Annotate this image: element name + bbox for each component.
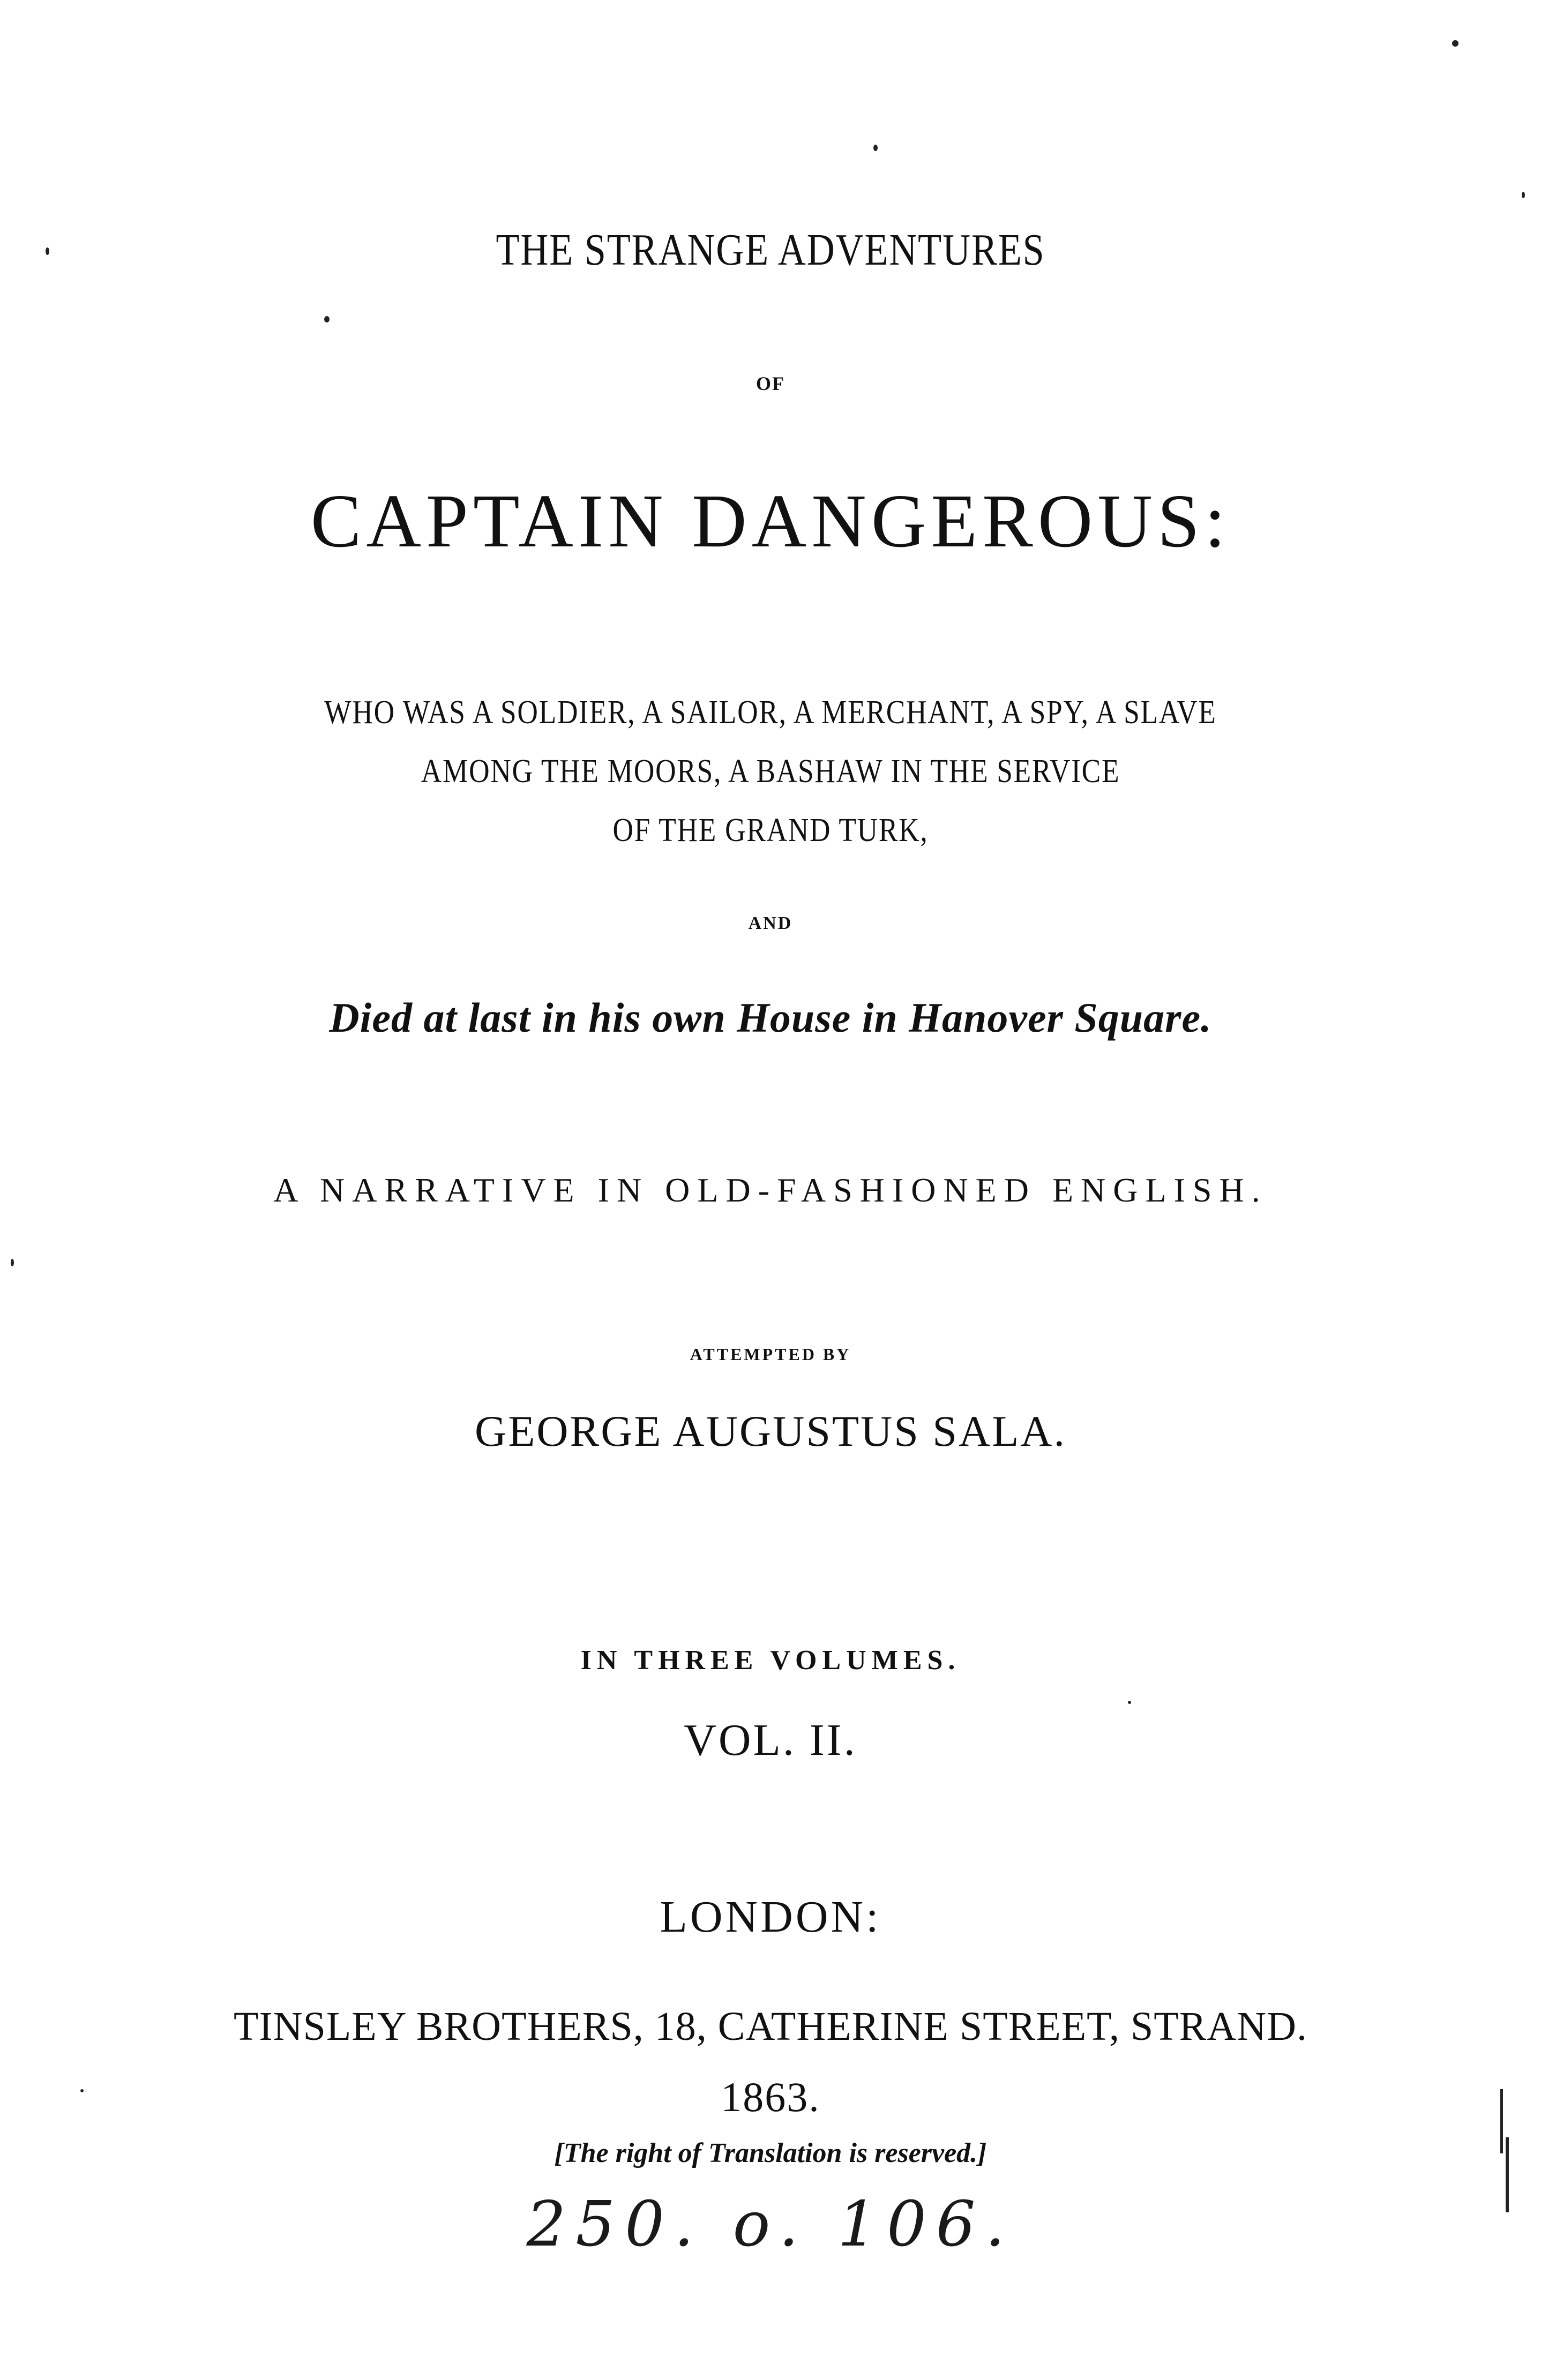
scan-speck (1128, 1701, 1131, 1704)
scan-speck (1522, 192, 1525, 198)
scan-speck (11, 1259, 14, 1266)
subtitle-and: AND (748, 913, 793, 933)
scan-speck (80, 2089, 84, 2092)
imprint-publisher: TINSLEY BROTHERS, 18, CATHERINE STREET, STRAND. (234, 2004, 1307, 2049)
attempted-by: ATTEMPTED BY (690, 1345, 851, 1364)
blackletter-line: Died at last in his own House in Hanover Square. (329, 994, 1212, 1041)
author-name: GEORGE AUGUSTUS SALA. (474, 1407, 1066, 1455)
title-line-of: OF (756, 373, 785, 394)
scan-speck (1452, 40, 1458, 47)
scan-speck (873, 145, 878, 151)
imprint-year: 1863. (721, 2074, 820, 2120)
volume-number: VOL. II. (684, 1715, 857, 1765)
scan-edge-mark (1500, 2089, 1503, 2153)
scan-speck (46, 247, 49, 255)
scan-speck (324, 316, 330, 322)
subtitle-line-2: AMONG THE MOORS, A BASHAW IN THE SERVICE (421, 753, 1120, 790)
subtitle-line-3: OF THE GRAND TURK, (612, 812, 929, 849)
main-title: CAPTAIN DANGEROUS: (310, 478, 1231, 563)
title-line-strange-adventures: THE STRANGE ADVENTURES (496, 225, 1045, 275)
volumes-line: IN THREE VOLUMES. (580, 1645, 961, 1676)
scan-edge-mark (1506, 2137, 1509, 2212)
subtitle-line-1: WHO WAS A SOLDIER, A SAILOR, A MERCHANT, A SPY, A SLAVE (324, 694, 1217, 731)
handwritten-shelfmark: 250. o. 106. (526, 2188, 1015, 2261)
imprint-city: LONDON: (660, 1892, 881, 1942)
narrative-line: A NARRATIVE IN OLD-FASHIONED ENGLISH. (273, 1171, 1268, 1209)
rights-notice: [The right of Translation is reserved.] (554, 2138, 987, 2168)
